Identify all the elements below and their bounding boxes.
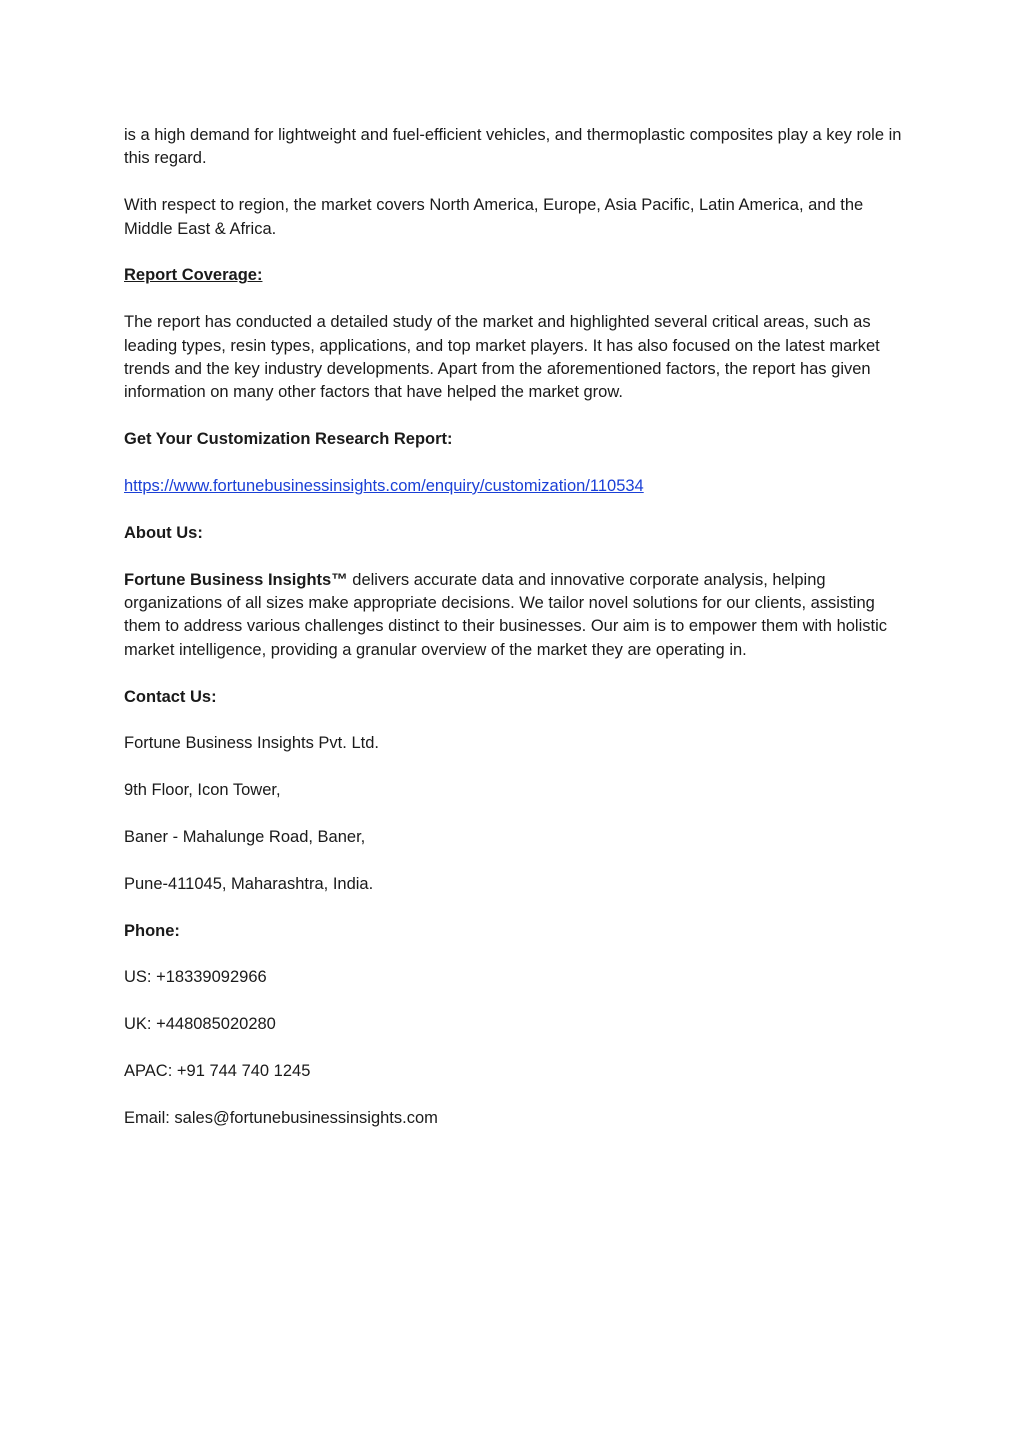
- about-body: delivers accurate data and innovative corporate analysis, helping organizations of all sizes make appropriate decisions. We tailor novel solutions for our clients, assisting them to address various challenges distinct to their businesses. Our aim is to empower them with holistic market intelligence, providing a granular overview of the market they are operating in.: [124, 570, 888, 659]
- region-paragraph: With respect to region, the market covers North America, Europe, Asia Pacific, Latin America, and the Middle East & Africa.: [124, 196, 864, 238]
- report-coverage-paragraph: The report has conducted a detailed study of the market and highlighted several critical areas, such as leading types, resin types, applications, and top market players. It has also focused on the latest market trends and the key industry developments. Apart from the aforementioned factors, the report has given information on many other factors that have helped the market grow.: [124, 313, 880, 402]
- customization-heading: Get Your Customization Research Report:: [124, 430, 453, 449]
- contact-address-line3: Pune-411045, Maharashtra, India.: [124, 874, 374, 893]
- phone-heading: Phone:: [124, 921, 180, 940]
- report-coverage-heading: Report Coverage:: [124, 266, 263, 285]
- about-heading: About Us:: [124, 523, 203, 542]
- customization-link[interactable]: https://www.fortunebusinessinsights.com/enquiry/customization/110534: [124, 477, 644, 496]
- about-paragraph: [124, 569, 914, 663]
- contact-email: Email: sales@fortunebusinessinsights.com: [124, 1108, 438, 1127]
- company-name-bold: Fortune Business Insights™: [124, 570, 348, 589]
- phone-us: US: +18339092966: [124, 968, 267, 987]
- customization-link-paragraph: [124, 475, 914, 498]
- phone-uk: UK: +448085020280: [124, 1015, 276, 1034]
- contact-address-line2: Baner - Mahalunge Road, Baner,: [124, 828, 366, 847]
- phone-apac: APAC: +91 744 740 1245: [124, 1062, 311, 1080]
- contact-heading: Contact Us:: [124, 687, 217, 706]
- contact-address-line1: 9th Floor, Icon Tower,: [124, 781, 281, 800]
- intro-paragraph: is a high demand for lightweight and fuel-efficient vehicles, and thermoplastic composites play a key role in this regard.: [124, 126, 902, 168]
- document-page: [124, 124, 914, 1154]
- contact-company: Fortune Business Insights Pvt. Ltd.: [124, 734, 379, 753]
